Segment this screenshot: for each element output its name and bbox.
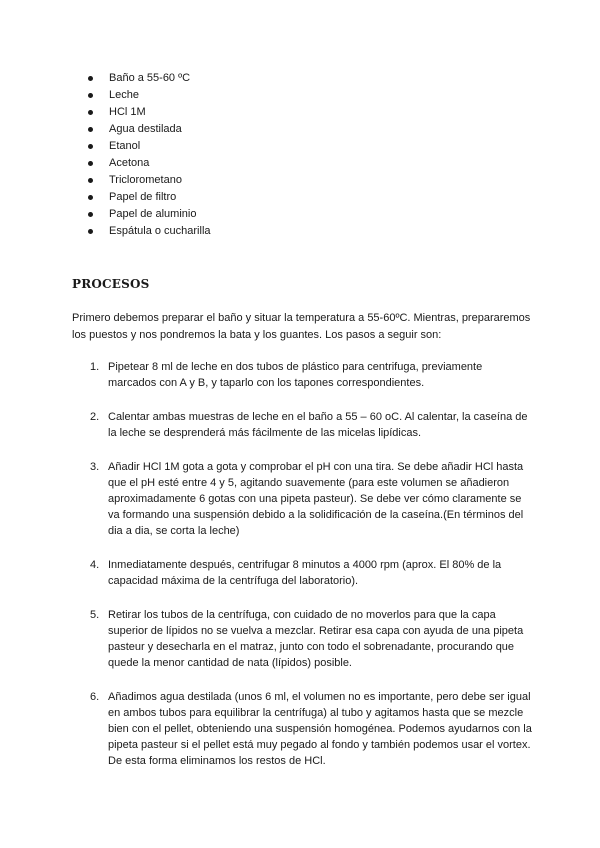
list-item: Papel de aluminio <box>85 206 211 223</box>
step-number: 3. <box>90 461 100 473</box>
step-number: 2. <box>90 411 100 423</box>
step-text: Calentar ambas muestras de leche en el baño a 55 – 60 oC. Al calentar, la caseína de la leche se desprenderá más fácilmente de las micelas lipídicas. <box>108 411 528 439</box>
step-text: Retirar los tubos de la centrífuga, con cuidado de no moverlos para que la capa superior de lípidos no se vuelva a mezclar. Retirar esa capa con ayuda de una pipeta pasteur y desecharla en el matraz, junto con todo el sobrenadante, procurando que quede la menor cantidad de nata (lípidos) posible. <box>108 609 524 669</box>
steps-list <box>72 359 532 787</box>
step-text: Inmediatamente después, centrifugar 8 minutos a 4000 rpm (aprox. El 80% de la capacidad máxima de la centrífuga del laboratorio). <box>108 559 502 587</box>
step-item <box>72 409 532 441</box>
step-item <box>72 557 532 589</box>
step-number: 1. <box>90 361 100 373</box>
list-item: Espátula o cucharilla <box>85 223 211 240</box>
step-item <box>72 607 532 671</box>
list-item: Triclorometano <box>85 172 211 189</box>
list-item: Agua destilada <box>85 121 211 138</box>
list-item: Baño a 55-60 ºC <box>85 70 211 87</box>
step-number: 5. <box>90 609 100 621</box>
step-text: Añadimos agua destilada (unos 6 ml, el volumen no es importante, pero debe ser igual en ambos tubos para equilibrar la centrífuga) al tubo y agitamos hasta que se mezcle bien con el pellet, obteniendo una suspensión homogénea. Podemos ayudarnos con la pipeta pasteur si el pellet está muy pegado al fondo y también podemos usar el vortex. De esta forma eliminamos los restos de HCl. <box>108 691 532 767</box>
list-item: Leche <box>85 87 211 104</box>
list-item: HCl 1M <box>85 104 211 121</box>
step-number: 6. <box>90 691 100 703</box>
materials-list <box>85 70 211 240</box>
section-heading-procesos: PROCESOS <box>72 277 150 291</box>
list-item: Acetona <box>85 155 211 172</box>
list-item: Etanol <box>85 138 211 155</box>
step-item <box>72 459 532 539</box>
list-item: Papel de filtro <box>85 189 211 206</box>
step-text: Añadir HCl 1M gota a gota y comprobar el pH con una tira. Se debe añadir HCl hasta que el pH esté entre 4 y 5, agitando suavemente (para este volumen se añadieron aproximadamente 6 gotas con una pipeta pasteur). Se debe ver cómo claramente se va formando una suspensión debido a la solidificación de la caseína.(En términos del dia a dia, se corta la leche) <box>108 461 524 537</box>
step-number: 4. <box>90 559 100 571</box>
step-item <box>72 689 532 769</box>
step-text: Pipetear 8 ml de leche en dos tubos de plástico para centrifuga, previamente marcados con A y B, y taparlo con los tapones correspondientes. <box>108 361 483 389</box>
intro-paragraph: Primero debemos preparar el baño y situar la temperatura a 55-60ºC. Mientras, prepararemos los puestos y nos pondremos la bata y los guantes. Los pasos a seguir son: <box>72 312 531 341</box>
step-item <box>72 359 532 391</box>
